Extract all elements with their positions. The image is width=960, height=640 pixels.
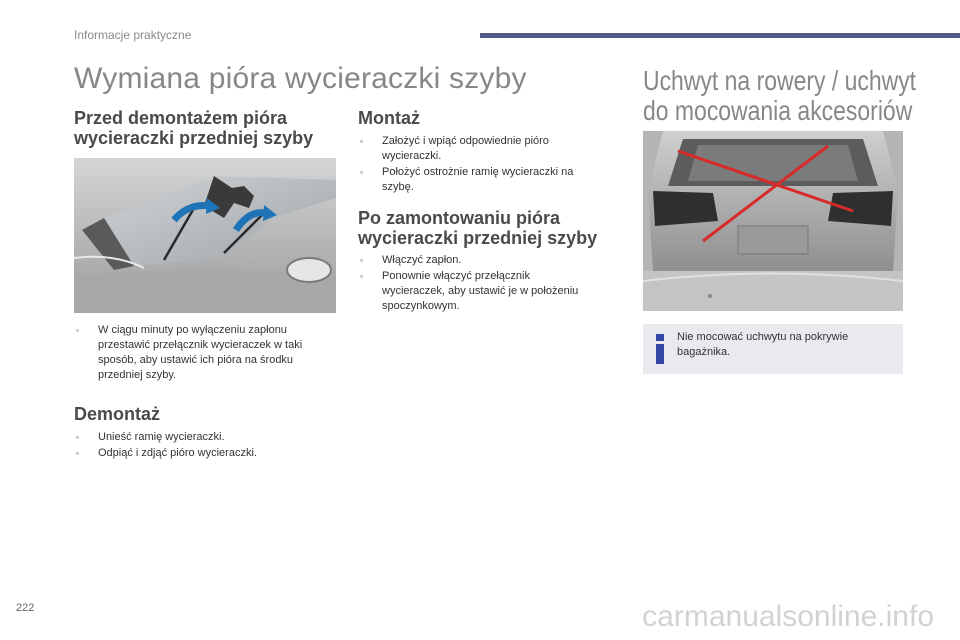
before-removal-heading-line2: wycieraczki przedniej szyby: [74, 128, 314, 148]
bullet-glyph: ▫: [76, 432, 80, 442]
bullet-glyph: ▫: [360, 255, 364, 265]
list-item: [358, 165, 623, 195]
windshield-wiper-illustration: [74, 158, 336, 313]
tailgate-illustration: [643, 131, 903, 311]
before-removal-bullets: [74, 323, 344, 384]
list-item: [358, 253, 623, 268]
bullet-line: szybę.: [382, 181, 414, 193]
info-text-line1: Nie mocować uchwytu na pokrywie: [677, 331, 849, 343]
info-note: [643, 324, 903, 374]
bike-carrier-heading-line1: Uchwyt na rowery / uchwyt: [643, 65, 917, 96]
bullet-line: Założyć i wpiąć odpowiednie pióro: [382, 135, 549, 147]
list-item: [74, 446, 344, 461]
bullet-line: wycieraczki.: [382, 150, 442, 162]
info-text-line2: bagażnika.: [677, 346, 731, 358]
bike-carrier-heading: [643, 65, 917, 126]
header-accent-bar: [480, 33, 960, 38]
bullet-glyph: ▫: [360, 136, 364, 146]
after-mounting-bullets: [358, 253, 623, 315]
bullet-line: przestawić przełącznik wycieraczek w taki: [98, 339, 303, 351]
list-item: [358, 134, 623, 164]
removal-bullets: [74, 430, 344, 462]
bullet-line: sposób, aby ustawić ich pióra na środku: [98, 354, 294, 366]
bullet-line: Odpiąć i zdjąć pióro wycieraczki.: [98, 447, 257, 459]
bullet-line: Unieść ramię wycieraczki.: [98, 431, 225, 443]
list-item: [74, 323, 344, 383]
info-icon: [651, 330, 669, 366]
bike-carrier-heading-line2: do mocowania akcesoriów: [643, 95, 913, 126]
bullet-glyph: ▫: [360, 271, 364, 281]
after-mounting-heading-line1: Po zamontowaniu pióra: [358, 208, 561, 228]
list-item: [358, 269, 623, 314]
before-removal-heading-line1: Przed demontażem pióra: [74, 108, 288, 128]
page-title: Wymiana pióra wycieraczki szyby: [74, 62, 527, 95]
before-removal-heading: [74, 108, 313, 148]
after-mounting-heading-line2: wycieraczki przedniej szyby: [358, 228, 598, 248]
bullet-glyph: ▫: [76, 448, 80, 458]
bullet-line: Ponownie włączyć przełącznik: [382, 270, 530, 282]
section-label: Informacje praktyczne: [74, 28, 192, 42]
bullet-line: wycieraczek, aby ustawić je w położeniu: [382, 285, 579, 297]
after-mounting-heading: [358, 208, 597, 248]
watermark: carmanualsonline.info: [642, 600, 934, 633]
bullet-line: W ciągu minuty po wyłączeniu zapłonu: [98, 324, 287, 336]
windshield-wiper-photo: [74, 158, 336, 313]
bullet-line: Włączyć zapłon.: [382, 254, 462, 266]
list-item: [74, 430, 344, 445]
bullet-glyph: ▫: [360, 167, 364, 177]
page-number: 222: [16, 602, 35, 614]
bullet-line: przedniej szyby.: [98, 369, 177, 381]
bullet-glyph: ▫: [76, 325, 80, 335]
removal-heading: Demontaż: [74, 404, 161, 424]
tailgate-photo: [643, 131, 903, 311]
mounting-bullets: [358, 134, 623, 196]
bullet-line: Położyć ostrożnie ramię wycieraczki na: [382, 166, 574, 178]
bullet-line: spoczynkowym.: [382, 300, 460, 312]
info-text: [677, 330, 897, 360]
mounting-heading: Montaż: [358, 108, 420, 128]
